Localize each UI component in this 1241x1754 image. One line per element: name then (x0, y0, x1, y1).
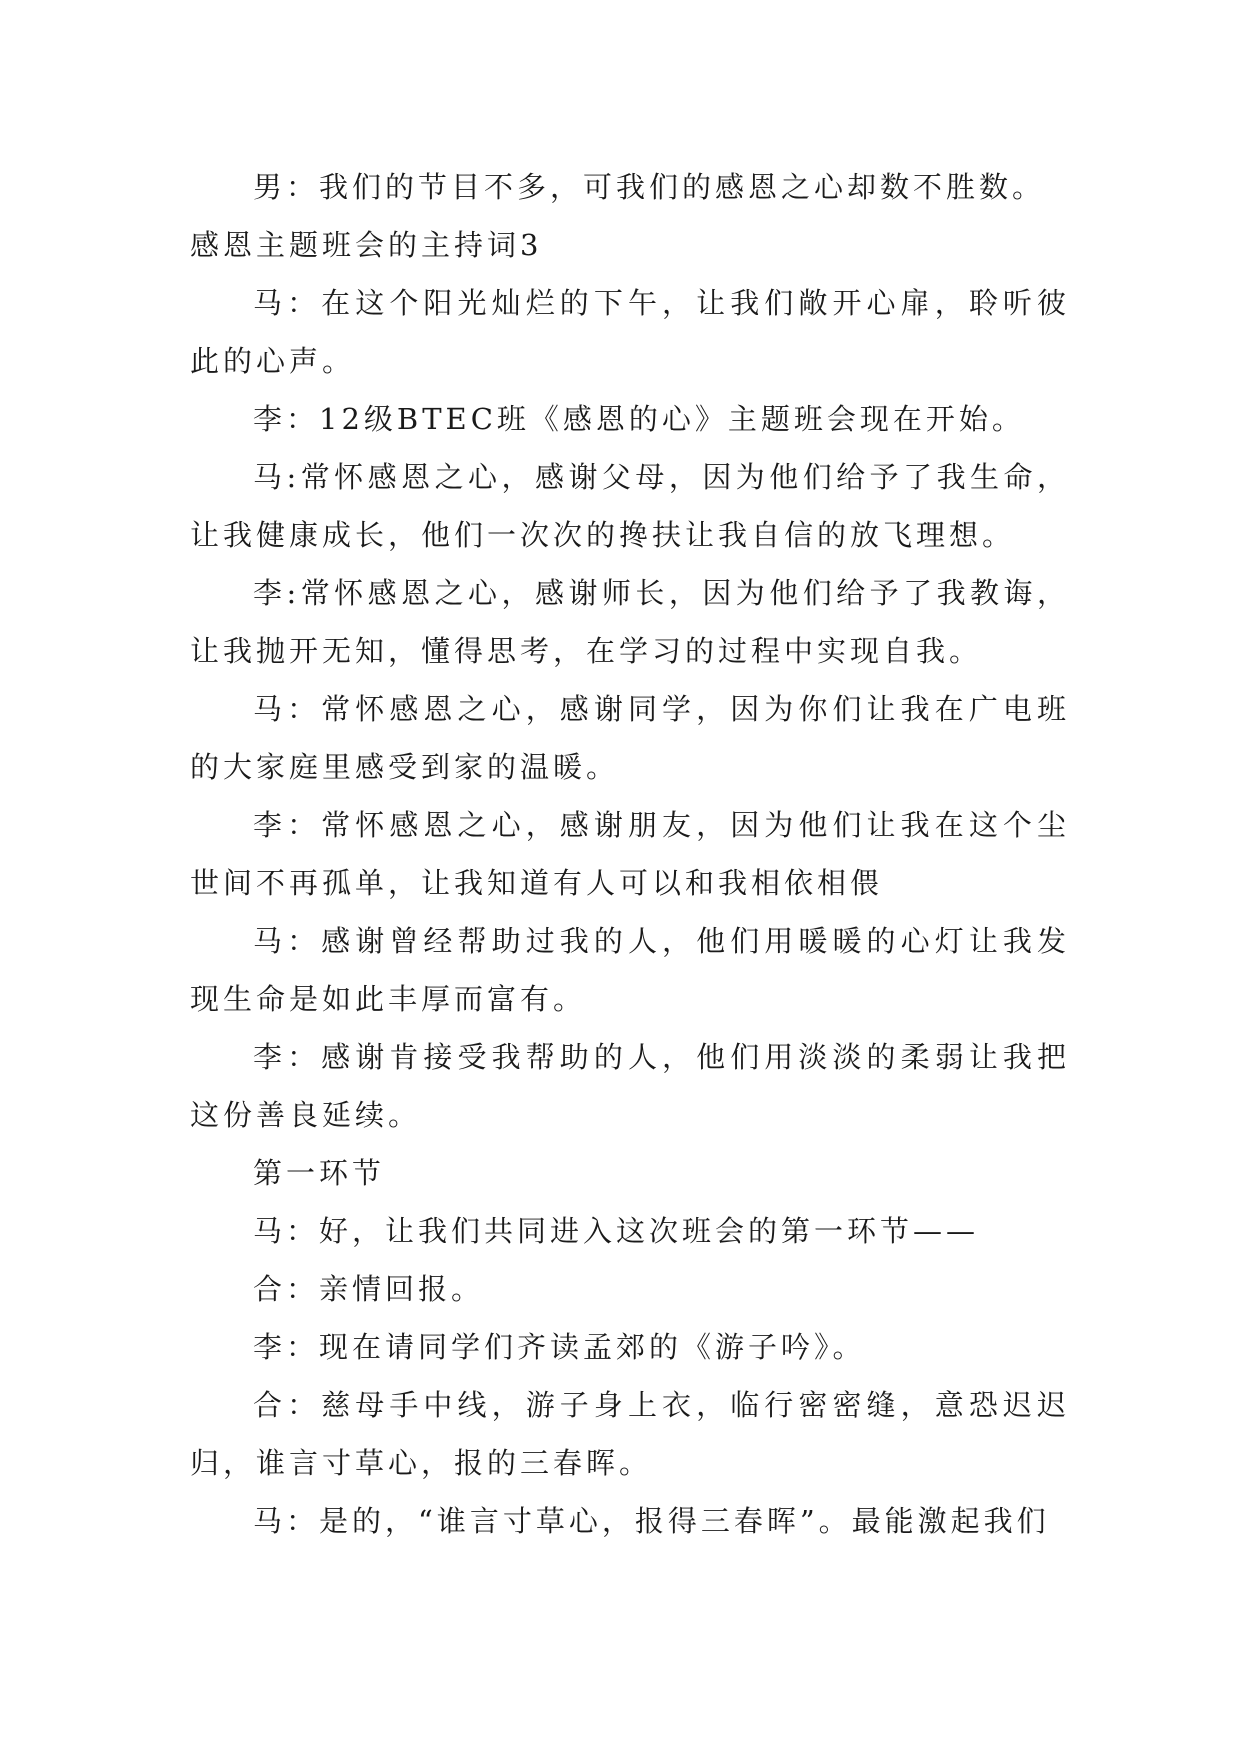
document-body (190, 158, 1070, 1550)
paragraph: 李：感谢肯接受我帮助的人，他们用淡淡的柔弱让我把这份善良延续。 (190, 1040, 1070, 1132)
paragraph: 合：亲情回报。 (253, 1272, 485, 1306)
paragraph: 马：常怀感恩之心，感谢同学，因为你们让我在广电班的大家庭里感受到家的温暖。 (190, 692, 1070, 784)
paragraph: 李:常怀感恩之心，感谢师长，因为他们给予了我教诲，让我抛开无知，懂得思考，在学习的过程中实现自我。 (190, 576, 1070, 668)
paragraph: 马：好，让我们共同进入这次班会的第一环节—— (253, 1214, 980, 1248)
section-heading: 感恩主题班会的主持词3 (190, 228, 543, 262)
paragraph: 马：是的，“谁言寸草心，报得三春晖”。最能激起我们 (253, 1504, 1050, 1538)
paragraph: 男：我们的节目不多，可我们的感恩之心却数不胜数。 (253, 170, 1046, 204)
paragraph: 马：在这个阳光灿烂的下午，让我们敞开心扉，聆听彼此的心声。 (190, 286, 1070, 378)
subsection-heading: 第一环节 (253, 1156, 386, 1190)
paragraph: 李：常怀感恩之心，感谢朋友，因为他们让我在这个尘世间不再孤单，让我知道有人可以和我相依相偎 (190, 808, 1070, 900)
paragraph: 李：现在请同学们齐读孟郊的《游子吟》。 (253, 1330, 866, 1364)
paragraph: 马:常怀感恩之心，感谢父母，因为他们给予了我生命，让我健康成长，他们一次次的搀扶让我自信的放飞理想。 (190, 460, 1070, 552)
paragraph: 马：感谢曾经帮助过我的人，他们用暖暖的心灯让我发现生命是如此丰厚而富有。 (190, 924, 1070, 1016)
paragraph: 李：12级BTEC班《感恩的心》主题班会现在开始。 (253, 402, 1025, 436)
paragraph: 合：慈母手中线，游子身上衣，临行密密缝，意恐迟迟归，谁言寸草心，报的三春晖。 (190, 1388, 1070, 1480)
